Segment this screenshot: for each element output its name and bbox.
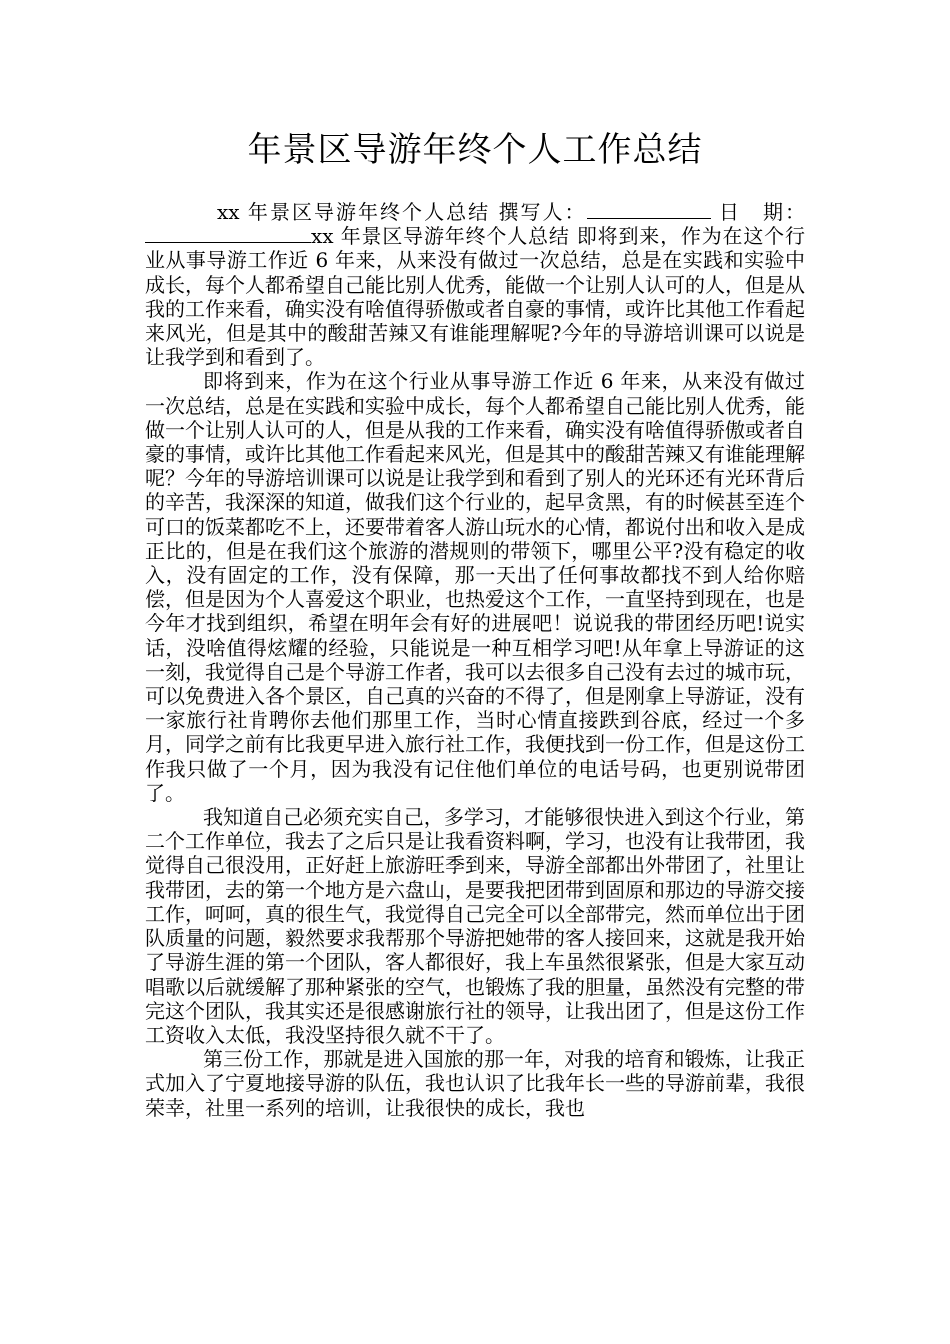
body-paragraph-1: 即将到来，作为在这个行业从事导游工作近 6 年来，从来没有做过一次总结，总是在实践和实验中成长，每个人都希望自己能比别人优秀，能做一个让别人认可的人，但是从我的工作来看，确实没有啥值得骄傲或者自豪的事情，或许比其他工作看起来风光，但是其中的酸甜苦辣又有谁能理解呢？今年的导游培训课可以说是让我学到和看到了别人的光环还有光环背后的辛苦，我深深的知道，做我们这个行业的，起早贪黑，有的时候甚至连个可口的饭菜都吃不上，还要带着客人游山玩水的心情，都说付出和收入是成正比的，但是在我们这个旅游的潜规则的带领下，哪里公平?没有稳定的收入，没有固定的工作，没有保障，那一天出了任何事故都找不到人给你赔偿，但是因为个人喜爱这个职业，也热爱这个工作，一直坚持到现在，也是今年才找到组织，希望在明年会有好的进展吧！说说我的带团经历吧!说实话，没啥值得炫耀的经验，只能说是一种互相学习吧!从年拿上导游证的这一刻，我觉得自己是个导游工作者，我可以去很多自己没有去过的城市玩，可以免费进入各个景区，自己真的兴奋的不得了，但是刚拿上导游证，没有一家旅行社肯聘你去他们那里工作，当时心情直接跌到谷底，经过一个多月，同学之前有比我更早进入旅行社工作，我便找到一份工作，但是这份工作我只做了一个月，因为我没有记住他们单位的电话号码，也更别说带团了。	[145, 369, 805, 805]
document-title: 年景区导游年终个人工作总结	[247, 130, 703, 170]
document-body	[145, 200, 805, 1120]
author-blank	[587, 200, 711, 219]
header-lead-text: xx 年景区导游年终个人总结 撰写人：	[217, 200, 587, 224]
header-after-date-text: xx 年景区导游年终个人总结 即将到来，作为在这个行业从事导游工作近 6 年来，从来没有做过一次总结，总是在实践和实验中成长，每个人都希望自己能比别人优秀，能做一个让别人认可的人，但是从我的工作来看，确实没有啥值得骄傲或者自豪的事情，或许比其他工作看起来风光，但是其中的酸甜苦辣又有谁能理解呢?今年的导游培训课可以说是让我学到和看到了。	[145, 224, 805, 370]
date-label: 日 期：	[710, 200, 806, 224]
body-paragraph-3: 第三份工作，那就是进入国旅的那一年，对我的培育和锻炼，让我正式加入了宁夏地接导游的队伍，我也认识了比我年长一些的导游前辈，我很荣幸，社里一系列的培训，让我很快的成长，我也	[145, 1047, 805, 1120]
header-paragraph	[145, 200, 805, 369]
date-blank	[145, 224, 311, 243]
body-paragraph-2: 我知道自己必须充实自己，多学习，才能够很快进入到这个行业，第二个工作单位，我去了之后只是让我看资料啊，学习，也没有让我带团，我觉得自己很没用，正好赶上旅游旺季到来，导游全部都出外带团了，社里让我带团，去的第一个地方是六盘山，是要我把团带到固原和那边的导游交接工作，呵呵，真的很生气，我觉得自己完全可以全部带完，然而单位出于团队质量的问题，毅然要求我帮那个导游把她带的客人接回来，这就是我开始了导游生涯的第一个团队，客人都很好，我上车虽然很紧张，但是大家互动唱歌以后就缓解了那种紧张的空气，也锻炼了我的胆量，虽然没有完整的带完这个团队，我其实还是很感谢旅行社的领导，让我出团了，但是这份工作工资收入太低，我没坚持很久就不干了。	[145, 805, 805, 1047]
